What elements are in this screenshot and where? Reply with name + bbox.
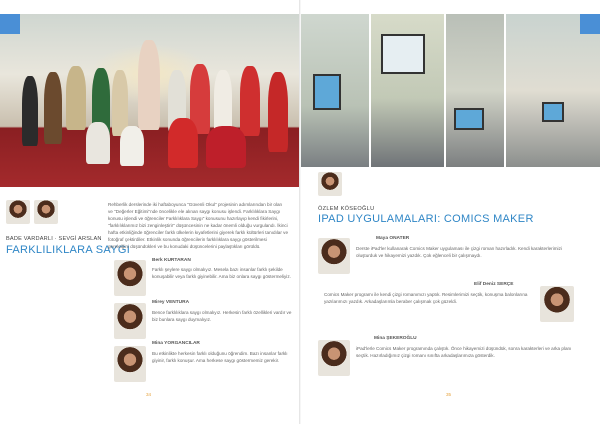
article-title-right: IPAD UYGULAMALARI: COMICS MAKER [318,213,534,225]
page-corner-tab [0,14,20,34]
student-photo-mina-y [114,346,146,382]
costume-group-photo [0,14,299,187]
intro-text: Rehberlik derslerinde iki haftaboyunca "Güvenli Okul" projesinin adımlarından bir olan ve "Değerler Eğitimi"nde öncelikle ele alınan saygı konusu işlendi. Farklılıklara Saygı konusu işlendi ve öğrenciler Farklılıklara Saygı" konusunu hazırlayıp kendi fikirlerini, "farklılıklarımız bizi zenginleştirir" düşüncesinin ne kadar önemli olduğu vurgulandı. İkinci hafta etkinliğinde öğrenciler farklı ülkelerin kıyafetlerini giyerek farklı kültürleri tanıdılar ve fotoğraf çektirdiler. Etkinlik sonunda öğrencilerin farklılıklara saygı gösterilmesi gerektiğini düşündükleri ve bu konudaki düşüncelerini paylaştıkları görüldü. [108,202,289,249]
author-photo-bade [6,200,30,224]
student-photo-berk [114,260,146,296]
student-name-mina-y: Mina YORGANCILAR [152,341,200,346]
student-name-mirey: Mirey VENTURA [152,300,190,305]
authors-left: BADE VARDARLI · SEVGİ ARSLAN [6,236,102,242]
student-photo-mirey [114,303,146,339]
author-right: ÖZLEM KÖSEOĞLU [318,206,375,212]
ipad-photo-1 [301,14,369,167]
student-name-berk: Berk KURTARAN [152,258,191,263]
student-photo-mina-s [318,340,350,376]
author-photo-ozlem [318,172,342,196]
student-quote-maya: Derste iPad'ler kullanarak Comics Maker uygulaması ile çizgi roman hazırladık. Kendi karakterlerimizi oluşturduk ve hikayemizi yazdık. Çok eğlenceli bir çalışmaydı. [356,246,562,258]
author-photo-sevgi [34,200,58,224]
article-title-left: FARKLILIKLARA SAYGI [6,244,131,256]
student-photo-elif [540,286,574,322]
ipad-photo-4 [506,14,600,167]
student-name-maya: Maya ONATER [376,236,410,241]
student-quote-berk: Farklı şeylere saygı olmalıyız. Mesela bazı insanlar farklı şekilde konuşabilir veya farklı giyinebilir. Ama biz onlara saygı göstermeliyiz. [152,267,291,279]
page-number-right: 35 [446,392,452,397]
student-name-elif: Elif Deniz SERÇE [474,282,514,287]
page-number-left: 34 [146,392,152,397]
student-name-mina-s: Mina ŞEKEROĞLU [374,336,417,341]
ipad-photo-2 [371,14,444,167]
student-quote-mirey: Bence farklılıklara saygı olmalıyız. Herkesin farklı özellikleri vardır ve biz bunlara saygı duymalıyız. [152,310,292,322]
student-quote-elif: Comics Maker programı ile kendi çizgi romanımızı yaptık. Resimlerimizi seçtik, konuşma balonlarına yazılarımızı yazdık. Arkadaşlarımla beraber çalışmak çok güzeldi. [324,292,528,304]
ipad-photo-3 [446,14,504,167]
student-quote-mina-s: iPad'lerle Comics Maker programında çalıştık. Önce hikayemizi düşündük, sonra karakterleri ve arka planı seçtik. Hazırladığımız çizgi romanı sınıfta arkadaşlarımıza gösterdik. [356,346,572,358]
page-corner-tab-right [580,14,600,34]
student-quote-mina-y: Bu etkinlikte herkesin farklı olduğunu öğrendim. Bazı insanlar farklı giyinir, farklı konuşur. Ama herkese saygı göstermemiz gerekir. [152,351,288,363]
student-photo-maya [318,238,350,274]
